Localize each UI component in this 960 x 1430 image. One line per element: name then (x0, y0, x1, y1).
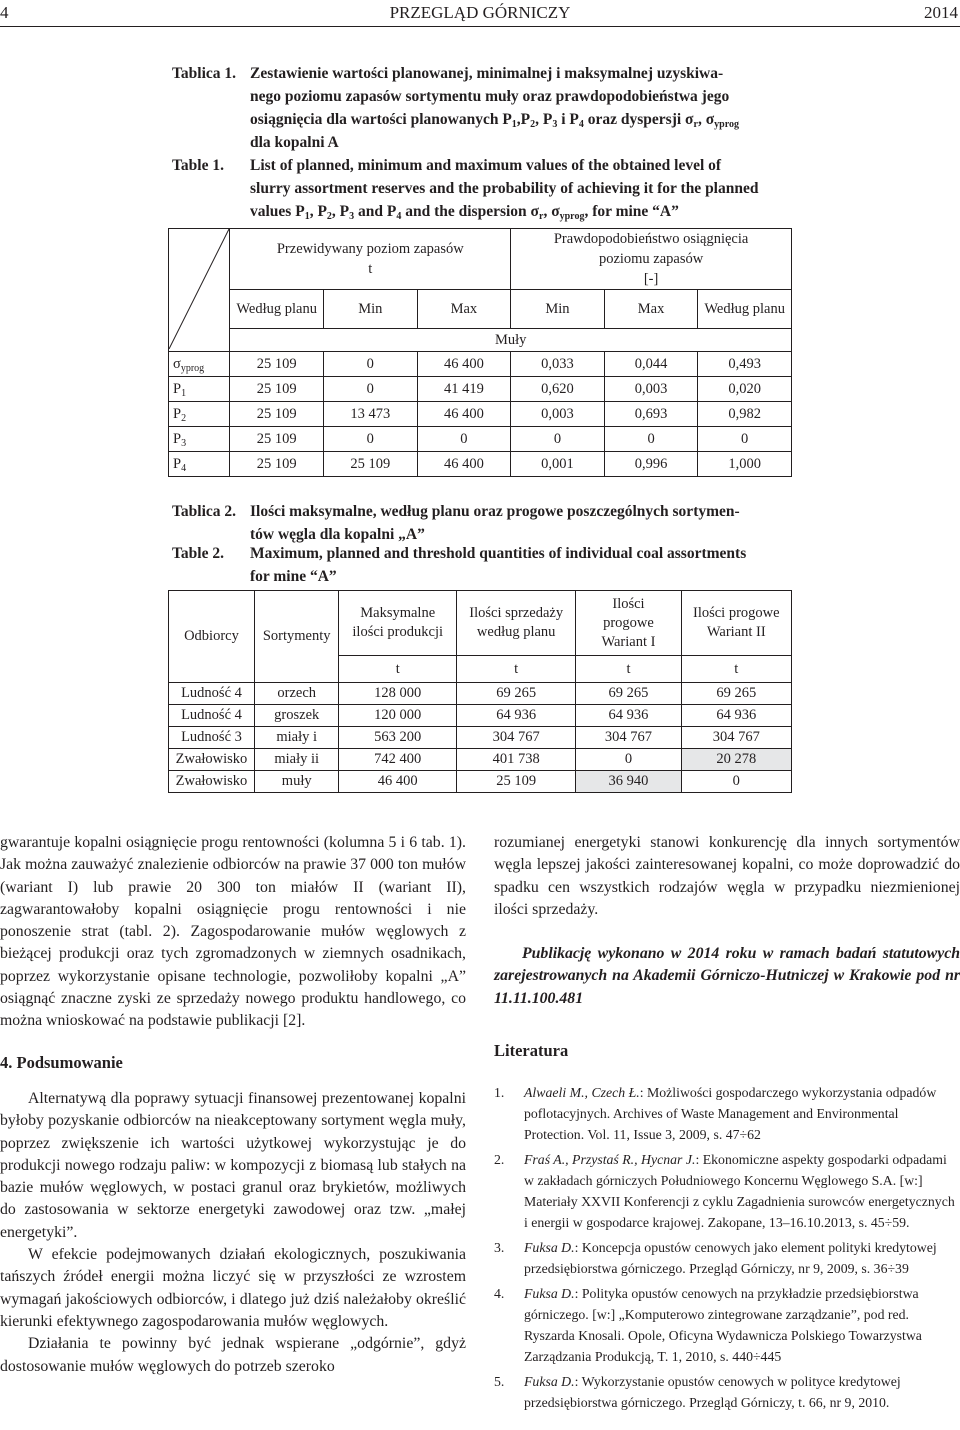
header-probability: Prawdopodobieństwo osiągnięcia poziomu zapasów [-] (511, 229, 792, 290)
col-max: Max (417, 290, 511, 329)
table-cell: 304 767 (576, 727, 681, 749)
paragraph: W efekcie podejmowanych działań ekologicznych, poszukiwania tańszych źródeł energii można liczyć się w przyszłości ze wzrostem wymagań jakościowych odbiorców, i dlatego już dziś należałoby określić kierunki efektywnego zagospodarowania mułów węglowych. (0, 1246, 466, 1330)
table-cell: 304 767 (681, 727, 791, 749)
table-cell: 0,003 (511, 402, 605, 427)
table-cell: miały ii (254, 749, 339, 771)
table-cell: 0,493 (698, 352, 792, 377)
table-1 (168, 228, 792, 477)
table-cell: 0,033 (511, 352, 605, 377)
caption-line: osiągnięcia dla wartości planowanych $P_1,P_2$, $P_3$ i $P_4$ oraz dyspersji $\sigma_r$, $\sigma_{yprog}$ (250, 111, 739, 130)
col-plan: Według planu (698, 290, 792, 329)
table-cell: 0 (576, 749, 681, 771)
table-cell: 0,003 (604, 377, 698, 402)
page-number: 4 (0, 3, 9, 22)
table2-caption-en (172, 542, 960, 592)
table-cell: 36 940 (576, 771, 681, 793)
caption-line: slurry assortment reserves and the probability of achieving it for the planned (250, 180, 759, 197)
row-label: $P_3$ (169, 427, 230, 452)
table-cell: 0 (681, 771, 791, 793)
table-cell: 0 (604, 427, 698, 452)
reference-item: 2. Fraś A., Przystaś R., Hycnar J.: Ekonomiczne aspekty gospodarki odpadami w zakładach górniczych Południowego Koncernu Węglowego S.A. [w:] Materiały XXVII Konferencji z cyklu Zagadnienia surowców energetycznych i energii w gospodarce krajowej. Zakopane, 13–16.10.2013, s. 45÷59. (494, 1152, 955, 1230)
right-column (494, 832, 960, 1062)
paragraph: Alternatywą dla poprawy sytuacji finansowej prezentowanej kopalni byłoby pozyskanie odbiorców na nieakceptowany sortyment węgla muły, poprzez zwiększenie ich wartości użytkowej wykorzystując je do produkcji nowego rodzaju paliw: w kompozycji z biomasą lub stałych na bazie mułów węglowych, w postaci granul oraz brykietów, możliwych do zastosowania w sektorze energetyki zawodowej oraz tzw. „małej energetyki”. (0, 1089, 466, 1241)
table-cell: 563 200 (339, 727, 456, 749)
table-cell: 46 400 (417, 452, 511, 477)
caption-line: Zestawienie wartości planowanej, minimalnej i maksymalnej uzyskiwa- (250, 65, 724, 82)
table-cell: 69 265 (681, 683, 791, 705)
table-cell: 25 109 (323, 452, 417, 477)
column-header: Maksymalne ilości produkcji (339, 591, 456, 656)
unit-cell: t (339, 656, 456, 683)
table1-caption-en (172, 154, 960, 234)
table1-label-en: Table 1. (172, 157, 224, 174)
table-cell: 742 400 (339, 749, 456, 771)
diagonal-line (169, 229, 229, 349)
table-cell: Ludność 4 (169, 705, 255, 727)
table-cell: 0,996 (604, 452, 698, 477)
table-cell: Ludność 3 (169, 727, 255, 749)
column-header: Ilości sprzedaży według planu (456, 591, 575, 656)
col-min: Min (323, 290, 417, 329)
table-row (169, 452, 792, 477)
caption-line: values $P_1$, $P_2$, $P_3$ and $P_4$ and the dispersion $\sigma_r$, $\sigma_{yprog}$, for mine “A” (250, 203, 679, 222)
table-cell: 304 767 (456, 727, 575, 749)
table-cell: Zwałowisko (169, 771, 255, 793)
paragraph: gwarantuje kopalni osiągnięcie progu rentowności (kolumna 5 i 6 tab. 1). Jak można zauważyć znalezienie odbiorców na prawie 37 000 ton mułów (wariant I) lub prawie 20 300 ton miałów II (wariant II), zagwarantowałoby kopalni osiągnięcie progu rentowności i nie ponoszenie strat (tabl. 2). Zagospodarowanie mułów węglowych z bieżącej produkcji oraz tych zgromadzonych w ziemnych osadnikach, poprzez wykorzystanie opisane technologie, pozwoliłoby kopalni „A” osiągnąć znaczne zyski ze sprzedaży nowego produktu handlowego, co można wnioskować na podstawie publikacji [2]. (0, 834, 466, 1030)
table1-label-pl: Tablica 1. (172, 65, 237, 82)
table-cell: 46 400 (417, 352, 511, 377)
table2-label-pl: Tablica 2. (172, 503, 237, 520)
col-max: Max (604, 290, 698, 329)
unit-cell: t (576, 656, 681, 683)
table-cell: 46 400 (339, 771, 456, 793)
table-cell: 0,620 (511, 377, 605, 402)
table-row (169, 683, 792, 705)
table-cell: 0 (323, 377, 417, 402)
diagonal-corner-cell (169, 229, 230, 352)
table-cell: 64 936 (681, 705, 791, 727)
table-cell: 25 109 (230, 427, 324, 452)
table-cell: Zwałowisko (169, 749, 255, 771)
caption-line: Maximum, planned and threshold quantities of individual coal assortments (250, 545, 747, 562)
table-cell: Ludność 4 (169, 683, 255, 705)
running-header (0, 0, 960, 27)
table-cell: orzech (254, 683, 339, 705)
table-row (169, 771, 792, 793)
table-cell: 120 000 (339, 705, 456, 727)
caption-line: dla kopalni A (250, 134, 339, 151)
section-heading: 4. Podsumowanie (0, 1052, 123, 1072)
caption-line: nego poziomu zapasów sortymentu muły oraz prawdopodobieństwa jego (250, 88, 730, 105)
table-cell: 69 265 (456, 683, 575, 705)
column-header: Ilości progowe Wariant I (576, 591, 681, 656)
table-row (169, 402, 792, 427)
caption-line: tów węgla dla kopalni „A” (250, 526, 425, 543)
row-label: $P_2$ (169, 402, 230, 427)
table-row (169, 377, 792, 402)
table-cell: 25 109 (230, 352, 324, 377)
column-header: Ilości progowe Wariant II (681, 591, 791, 656)
table-cell: 20 278 (681, 749, 791, 771)
table-cell: 0 (698, 427, 792, 452)
table-cell: 1,000 (698, 452, 792, 477)
table-cell: 0,020 (698, 377, 792, 402)
table-cell: 0 (323, 352, 417, 377)
table-cell: 69 265 (576, 683, 681, 705)
table-row (169, 727, 792, 749)
table-cell: 64 936 (456, 705, 575, 727)
column-header: Sortymenty (254, 591, 339, 683)
table-2 (168, 590, 792, 793)
header-predicted-level: Przewidywany poziom zapasów t (230, 229, 511, 290)
table-row (169, 352, 792, 377)
column-header: Odbiorcy (169, 591, 255, 683)
table-cell: 64 936 (576, 705, 681, 727)
table-cell: miały i (254, 727, 339, 749)
table-row (169, 705, 792, 727)
table-cell: 0,982 (698, 402, 792, 427)
table-cell: 0,001 (511, 452, 605, 477)
caption-line: for mine “A” (250, 568, 337, 585)
reference-list (494, 1082, 960, 1417)
table-cell: 25 109 (230, 402, 324, 427)
table-cell: 401 738 (456, 749, 575, 771)
table-cell: muły (254, 771, 339, 793)
table-row (169, 427, 792, 452)
unit-cell: t (456, 656, 575, 683)
table-cell: groszek (254, 705, 339, 727)
reference-item: 5. Fuksa D.: Wykorzystanie opustów cenowych w polityce kredytowej przedsiębiorstwa górniczego. Przegląd Górniczy, t. 66, nr 9, 2010. (494, 1374, 901, 1410)
reference-item: 3. Fuksa D.: Koncepcja opustów cenowych jako element polityki kredytowej przedsiębiorstwa górniczego. Przegląd Górniczy, nr 9, 2009, s. 36÷39 (494, 1240, 937, 1276)
table-cell: 25 109 (230, 452, 324, 477)
table-cell: 128 000 (339, 683, 456, 705)
table-cell: 41 419 (417, 377, 511, 402)
table-cell: 25 109 (456, 771, 575, 793)
table-cell: 13 473 (323, 402, 417, 427)
left-column (0, 832, 466, 1378)
unit-cell: t (681, 656, 791, 683)
acknowledgement: Publikację wykonano w 2014 roku w ramach badań statutowych zarejestrowanych na Akademii Górniczo-Hutniczej w Krakowie pod nr 11.11.100.481 (494, 945, 960, 1007)
table-cell: 0,693 (604, 402, 698, 427)
table-cell: 0 (511, 427, 605, 452)
row-label: $\sigma_{yprog}$ (169, 352, 230, 377)
literature-heading: Literatura (494, 1041, 569, 1061)
year: 2014 (924, 3, 958, 22)
table-cell: 0 (323, 427, 417, 452)
table-cell: 0 (417, 427, 511, 452)
reference-item: 4. Fuksa D.: Polityka opustów cenowych na przykładzie przedsiębiorstwa górniczego. [w:] „Komputerowo zintegrowane zarządzanie”, pod red. Ryszarda Knosali. Opole, Oficyna Wydawnicza Polskiego Towarzystwa Zarządzania Produkcją, T. 1, 2010, s. 440÷445 (494, 1286, 922, 1364)
table-cell: 46 400 (417, 402, 511, 427)
col-plan: Według planu (230, 290, 324, 329)
table-cell: 25 109 (230, 377, 324, 402)
assortment-label: Muły (230, 329, 792, 352)
reference-item: 1. Alwaeli M., Czech Ł.: Możliwości gospodarczego wykorzystania odpadów poflotacyjnych. Archives of Waste Management and Environmental Protection. Vol. 11, Issue 3, 2009, s. 47÷62 (494, 1085, 937, 1142)
paragraph: rozumianej energetyki stanowi konkurencję dla innych sortymentów węgla lepszej jakości zainteresowanej kopalni, co może doprowadzić do spadku cen wszystkich rodzajów węgla w przypadku niezmienionej ilości sprzedaży. (494, 834, 960, 918)
table2-label-en: Table 2. (172, 545, 224, 562)
caption-line: List of planned, minimum and maximum values of the obtained level of (250, 157, 722, 174)
table-row (169, 749, 792, 771)
paragraph: Działania te powinny być jednak wspierane „odgórnie”, gdyż dostosowanie mułów węglowych do potrzeb szeroko (0, 1335, 466, 1375)
row-label: $P_1$ (169, 377, 230, 402)
caption-line: Ilości maksymalne, według planu oraz progowe poszczególnych sortymen- (250, 503, 740, 520)
journal-title: PRZEGLĄD GÓRNICZY (389, 3, 571, 22)
table-cell: 0,044 (604, 352, 698, 377)
row-label: $P_4$ (169, 452, 230, 477)
col-min: Min (511, 290, 605, 329)
